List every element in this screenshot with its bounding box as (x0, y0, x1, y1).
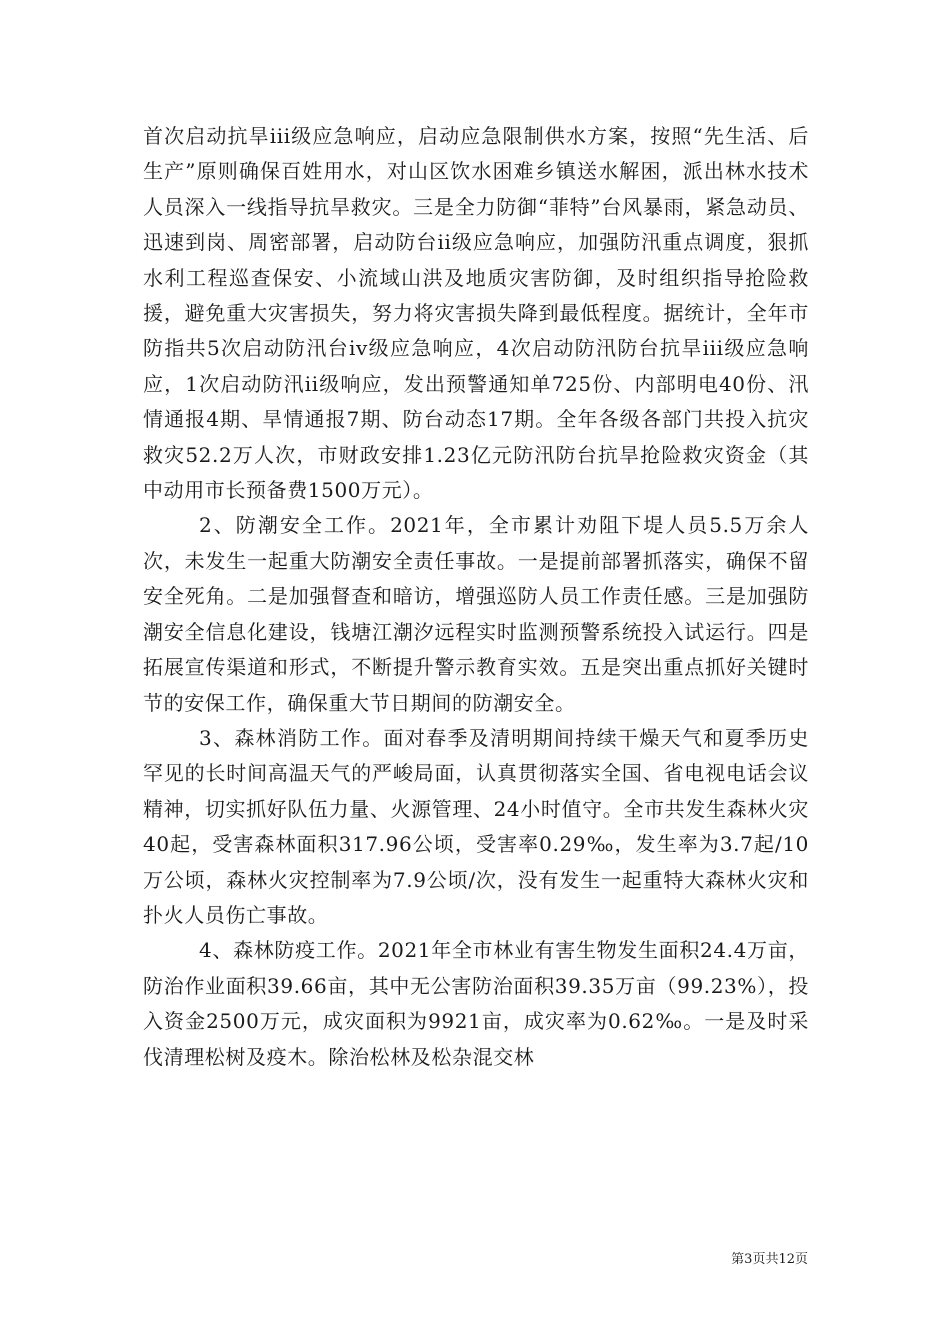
page-number-footer: 第3页共12页 (731, 1252, 808, 1267)
paragraph-tide-safety: 2、防潮安全工作。2021年，全市累计劝阻下堤人员5.5万余人次，未发生一起重大防潮安全责任事故。一是提前部署抓落实，确保不留安全死角。二是加强督查和暗访，增强巡防人员工作责任感。三是加强防潮安全信息化建设，钱塘江潮汐远程实时监测预警系统投入试运行。四是拓展宣传渠道和形式，不断提升警示教育实效。五是突出重点抓好关键时节的安保工作，确保重大节日期间的防潮安全。 (143, 513, 809, 715)
document-body (143, 119, 809, 1075)
paragraph-forest-fire: 3、森林消防工作。面对春季及清明期间持续干燥天气和夏季历史罕见的长时间高温天气的严峻局面，认真贯彻落实全国、省电视电话会议精神，切实抓好队伍力量、火源管理、24小时值守。全市共发生森林火灾40起，受害森林面积317.96公顷，受害率0.29‰，发生率为3.7起/10万公顷，森林火灾控制率为7.9公顷/次，没有发生一起重特大森林火灾和扑火人员伤亡事故。 (143, 725, 809, 927)
paragraph-drought-flood-summary: 首次启动抗旱iii级应急响应，启动应急限制供水方案，按照“先生活、后生产”原则确保百姓用水，对山区饮水困难乡镇送水解困，派出林水技术人员深入一线指导抗旱救灾。三是全力防御“菲特”台风暴雨，紧急动员、迅速到岗、周密部署，启动防台ii级应急响应，加强防汛重点调度，狠抓水利工程巡查保安、小流域山洪及地质灾害防御，及时组织指导抢险救援，避免重大灾害损失，努力将灾害损失降到最低程度。据统计，全年市防指共5次启动防汛台iv级应急响应，4次启动防汛防台抗旱iii级应急响应，1次启动防汛ii级响应，发出预警通知单725份、内部明电40份、汛情通报4期、旱情通报7期、防台动态17期。全年各级各部门共投入抗灾救灾52.2万人次，市财政安排1.23亿元防汛防台抗旱抢险救灾资金（其中动用市长预备费1500万元）。 (143, 124, 809, 503)
paragraph-forest-pest: 4、森林防疫工作。2021年全市林业有害生物发生面积24.4万亩，防治作业面积39.66亩，其中无公害防治面积39.35万亩（99.23%），投入资金2500万元，成灾面积为9921亩，成灾率为0.62‰。一是及时采伐清理松树及疫木。除治松林及松杂混交林 (143, 938, 809, 1069)
